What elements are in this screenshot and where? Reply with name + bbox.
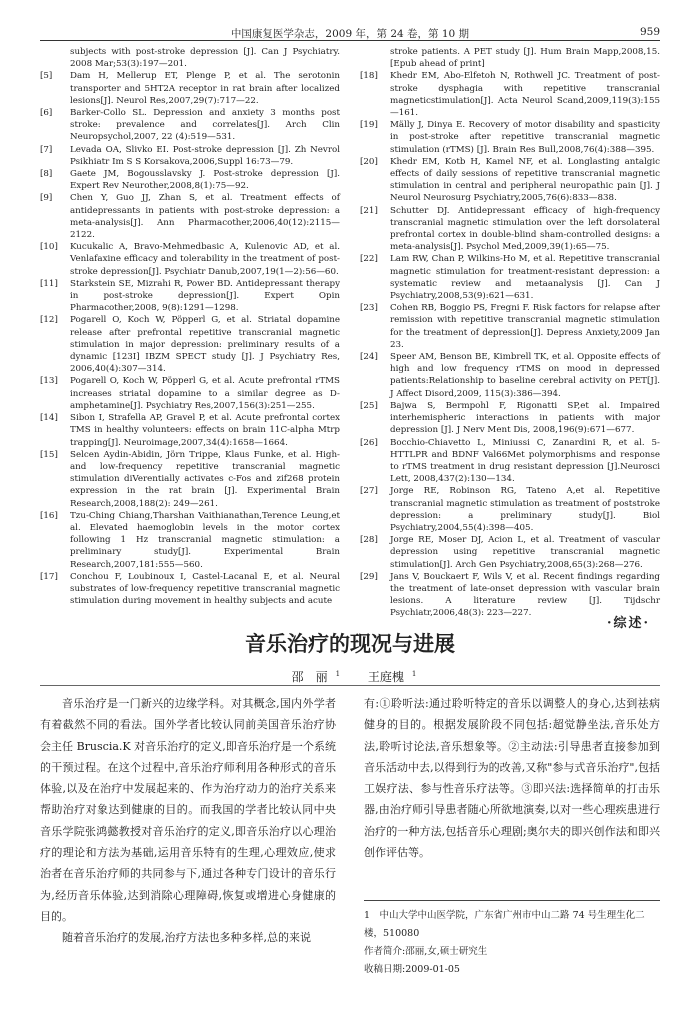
reference-text: Barker-Collo SL. Depression and anxiety 3 months post stroke: prevalence and correlates[J]. Arch Clin Neuropsychol,2007, 22 (4):519—531. bbox=[70, 108, 340, 143]
reference-text: Bajwa S, Bermpohl F, Rigonatti SP,et al. Impaired interhemispheric interactions in patients with major depression [J]. J Nerv Ment Dis, 2008,196(9):671—677. bbox=[390, 400, 660, 436]
reference-item bbox=[40, 278, 340, 315]
reference-text: Mälly J, Dinya E. Recovery of motor disability and spasticity in post-stroke after repetitive transcranial magnetic stimulation (rTMS) [J]. Brain Res Bull,2008,76(4):388—395. bbox=[390, 120, 660, 155]
reference-number: [23] bbox=[360, 303, 378, 314]
reference-item bbox=[360, 400, 660, 437]
reference-number: [9] bbox=[40, 193, 53, 204]
reference-item bbox=[40, 375, 340, 412]
paragraph: 随着音乐治疗的发展,治疗方法也多种多样,总的来说 bbox=[62, 931, 311, 945]
reference-text: Starkstein SE, Mizrahi R, Power BD. Antidepressant therapy in post-stroke depression[J]. Expert Opin Pharmacother,2008, 9(8):1291—1298. bbox=[70, 278, 340, 314]
reference-text: Jorge RE, Moser DJ, Acion L, et al. Treatment of vascular depression using repetitive transcranial magnetic stimulation[J]. Arch Gen Psychiatry,2008,65(3):268—276. bbox=[390, 535, 660, 570]
section-tag: ·综述· bbox=[606, 616, 650, 631]
reference-item bbox=[360, 70, 660, 119]
reference-number: [25] bbox=[360, 400, 378, 411]
reference-text: Kucukalic A, Bravo-Mehmedbasic A, Kulenovic AD, et al. Venlafaxine efficacy and tolerability in the treatment of post-stroke depression[J]. Psychiatr Danub,2007,19(1—2):56—60. bbox=[70, 242, 340, 277]
reference-item bbox=[360, 534, 660, 571]
reference-item bbox=[360, 302, 660, 351]
reference-number: [14] bbox=[40, 413, 58, 424]
reference-item bbox=[40, 70, 340, 107]
reference-item bbox=[40, 314, 340, 375]
reference-column-left bbox=[40, 46, 340, 607]
reference-item bbox=[360, 156, 660, 205]
reference-item bbox=[40, 571, 340, 608]
reference-text: Bocchio-Chiavetto L, Miniussi C, Zanardini R, et al. 5-HTTLPR and BDNF Val66Met polymorphisms and response to rTMS treatment in drug resistant depression [J].Neurosci Lett, 2008,437(2):130—134. bbox=[390, 437, 660, 485]
reference-number: [11] bbox=[40, 278, 58, 289]
title-divider bbox=[40, 685, 660, 686]
reference-number: [17] bbox=[40, 571, 58, 582]
reference-text: Levada OA, Slivko EI. Post-stroke depression [J]. Zh Nevrol Psikhiatr Im S S Korsakova,2006,Suppl 16:73—79. bbox=[70, 144, 340, 167]
author-line bbox=[0, 668, 700, 685]
journal-name: 中国康复医学杂志，2009 年，第 24 卷，第 10 期 bbox=[230, 28, 470, 40]
reference-number: [6] bbox=[40, 108, 53, 119]
reference-number: [18] bbox=[360, 71, 378, 82]
reference-number: [5] bbox=[40, 71, 53, 82]
reference-text: Speer AM, Benson BE, Kimbrell TK, et al. Opposite effects of high and low frequency rTMS on mood in depressed patients:Relationship to baseline cerebral activity on PET[J]. J Affect Disord,2009, 115(3):386—394. bbox=[390, 352, 660, 399]
paragraph: 音乐治疗是一门新兴的边缘学科。对其概念,国内外学者有着截然不同的看法。国外学者比较认同前美国音乐治疗协会主任 Bruscia.K 对音乐治疗的定义,即音乐治疗是一个系统的干预过程。在这个过程中,音乐治疗师利用各种形式的音乐体验,以及在治疗中发展起来的、作为治疗动力的治疗关系来帮助治疗对象达到健康的目的。而我国的学者比较认同中央音乐学院张鸿懿教授对音乐治疗的定义,即音乐治疗以心理治疗的理论和方法为基础,运用音乐特有的生理,心理效应,使求治者在音乐治疗师的共同参与下,通过各种专门设计的音乐行为,经历音乐体验,达到消除心理障碍,恢复或增进心身健康的目的。 bbox=[40, 697, 336, 923]
reference-item bbox=[360, 205, 660, 254]
author: 邵 丽 $^1$ bbox=[291, 670, 341, 684]
reference-number: [24] bbox=[360, 352, 378, 363]
reference-item bbox=[40, 241, 340, 278]
reference-text: Pogarell O, Koch W, Pöpperl G, et al. Striatal dopamine release after prefrontal repetitive transcranial magnetic stimulation in major depression: preliminary results of a dynamic [123I] IBZM SPECT study [J]. J Psychiatry Res, 2006,40(4):307—314. bbox=[70, 315, 340, 375]
reference-text: Sibon I, Strafella AP, Gravel P, et al. Acute prefrontal cortex TMS in healthy volunteers: effects on brain 11C-alpha Mtrp trapping[J]. Neuroimage,2007,34(4):1658—1664. bbox=[70, 413, 340, 448]
received-date-footnote: 收稿日期:2009-01-05 bbox=[364, 964, 460, 975]
reference-item bbox=[360, 46, 660, 70]
reference-text: Cohen RB, Boggio PS, Fregni F. Risk factors for relapse after remission with repetitive transcranial magnetic stimulation for the treatment of depression[J]. Depress Anxiety,2009 Jan 23. bbox=[390, 303, 660, 350]
running-header bbox=[40, 26, 660, 41]
reference-number: [28] bbox=[360, 535, 378, 546]
reference-number: [20] bbox=[360, 156, 378, 167]
reference-number: [12] bbox=[40, 315, 58, 326]
reference-text: Jans V, Bouckaert F, Wils V, et al. Recent findings regarding the treatment of late-onset depression with vascular brain lesions. A literature review [J]. Tijdschr Psychiatr,2006,48(3): 223—227. bbox=[390, 571, 660, 619]
reference-text: Jorge RE, Robinson RG, Tateno A,et al. Repetitive transcranial magnetic stimulation as treatment of poststroke depression: a preliminary study[J]. Biol Psychiatry,2004,55(4):398—405. bbox=[390, 486, 660, 533]
reference-item bbox=[40, 144, 340, 168]
reference-number: [13] bbox=[40, 376, 58, 387]
reference-text: Khedr EM, Abo-Elfetoh N, Rothwell JC. Treatment of post-stroke dysphagia with repetitive transcranial magneticstimulation[J]. Acta Neurol Scand,2009,119(3):155—161. bbox=[390, 71, 660, 119]
reference-text: Selcen Aydin-Abidin, Jörn Trippe, Klaus Funke, et al. High- and low-frequency repetitive transcranial magnetic stimulation diVerentially activates c-Fos and zif268 protein expression in the rat brain [J]. Experimental Brain Research,2008,188(2): 249—261. bbox=[70, 449, 340, 509]
reference-number: [26] bbox=[360, 437, 378, 448]
footnotes bbox=[364, 900, 660, 979]
reference-list bbox=[40, 46, 660, 619]
author-bio-footnote: 作者简介:邵丽,女,硕士研究生 bbox=[364, 946, 488, 957]
reference-item bbox=[40, 107, 340, 144]
reference-text: Chen Y, Guo JJ, Zhan S, et al. Treatment effects of antidepressants in patients with post-stroke depression: a meta-analysis[J]. Ann Pharmacother,2006,40(12):2115—2122. bbox=[70, 193, 340, 241]
reference-item bbox=[40, 412, 340, 449]
reference-item bbox=[40, 449, 340, 510]
page-number: 959 bbox=[639, 26, 660, 38]
reference-item bbox=[360, 437, 660, 486]
reference-item bbox=[360, 119, 660, 156]
reference-number: [10] bbox=[40, 242, 58, 253]
reference-text: subjects with post-stroke depression [J]. Can J Psychiatry. 2008 Mar;53(3):197—201. bbox=[70, 47, 340, 70]
reference-item bbox=[360, 253, 660, 302]
reference-text: Gaete JM, Bogousslavsky J. Post-stroke depression [J]. Expert Rev Neurother,2008,8(1):75—92. bbox=[70, 169, 340, 192]
body-column-right bbox=[364, 693, 660, 863]
reference-item bbox=[40, 192, 340, 241]
reference-item bbox=[360, 351, 660, 400]
reference-text: Khedr EM, Kotb H, Kamel NF, et al. Longlasting antalgic effects of daily sessions of repetitive transcranial magnetic stimulation in central and peripheral neuropathic pain [J]. J Neurol Neurosurg Psychiatry,2005,76(6):833—838. bbox=[390, 156, 660, 204]
reference-number: [7] bbox=[40, 144, 53, 155]
reference-number: [22] bbox=[360, 254, 378, 265]
affiliation-footnote: 1 中山大学中山医学院，广东省广州市中山二路 74 号生理生化二楼，510080 bbox=[364, 910, 645, 939]
reference-number: [15] bbox=[40, 449, 58, 460]
reference-number: [19] bbox=[360, 120, 378, 131]
reference-text: Tzu-Ching Chiang,Tharshan Vaithianathan,Terence Leung,et al. Elevated haemoglobin levels in the motor cortex following 1 Hz transcranial magnetic stimulation: a preliminary study[J]. Experimental Brain Research,2007,181:555—560. bbox=[70, 510, 340, 570]
reference-column-right bbox=[360, 46, 660, 620]
reference-number: [29] bbox=[360, 571, 378, 582]
article-title: 音乐治疗的现况与进展 bbox=[245, 631, 455, 656]
reference-text: stroke patients. A PET study [J]. Hum Brain Mapp,2008,15. [Epub ahead of print] bbox=[390, 47, 660, 70]
reference-text: Conchou F, Loubinoux I, Castel-Lacanal E, et al. Neural substrates of low-frequency repetitive transcranial magnetic stimulation during movement in healthy subjects and acute bbox=[70, 571, 340, 607]
reference-text: Dam H, Mellerup ET, Plenge P, et al. The serotonin transporter and 5HT2A receptor in rat brain after localized lesions[J]. Neurol Res,2007,29(7):717—22. bbox=[70, 71, 340, 106]
paragraph: 有:①聆听法:通过聆听特定的音乐以调整人的身心,达到祛病健身的目的。根据发展阶段不同包括:超觉静坐法,音乐处方法,聆听讨论法,音乐想象等。②主动法:引导患者直接参加到音乐活动中去,以得到行为的改善,又称"参与式音乐治疗",包括工娱疗法、参与性音乐疗法等。③即兴法:选择简单的打击乐器,由治疗师引导患者随心所欲地演奏,以对一些心理疾患进行治疗的一种方法,包括音乐心理剧;奥尔夫的即兴创作法和即兴创作评估等。 bbox=[364, 697, 660, 860]
reference-number: [21] bbox=[360, 205, 378, 216]
reference-item bbox=[40, 168, 340, 192]
reference-item bbox=[40, 510, 340, 571]
reference-item bbox=[40, 46, 340, 70]
reference-text: Lam RW, Chan P, Wilkins-Ho M, et al. Repetitive transcranial magnetic stimulation for treatment-resistant depression: a systematic review and metaanalysis [J]. Can J Psychiatry,2008,53(9):621—631. bbox=[390, 254, 660, 302]
reference-text: Pogarell O, Koch W, Pöpperl G, et al. Acute prefrontal rTMS increases striatal dopamine to a similar degree as D-amphetamine[J]. Psychiatry Res,2007,156(3):251—255. bbox=[70, 376, 340, 411]
reference-item bbox=[360, 485, 660, 534]
reference-number: [8] bbox=[40, 169, 53, 180]
reference-text: Schutter DJ. Antidepressant efficacy of high-frequency transcranial magnetic stimulation over the left dorsolateral prefrontal cortex in double-blind sham-controlled designs: a meta-analysis[J]. Psychol Med,2009,39(1):65—75. bbox=[390, 205, 660, 253]
reference-number: [27] bbox=[360, 486, 378, 497]
body-column-left bbox=[40, 693, 336, 949]
author: 王庭槐 $^1$ bbox=[367, 670, 417, 684]
reference-number: [16] bbox=[40, 510, 58, 521]
